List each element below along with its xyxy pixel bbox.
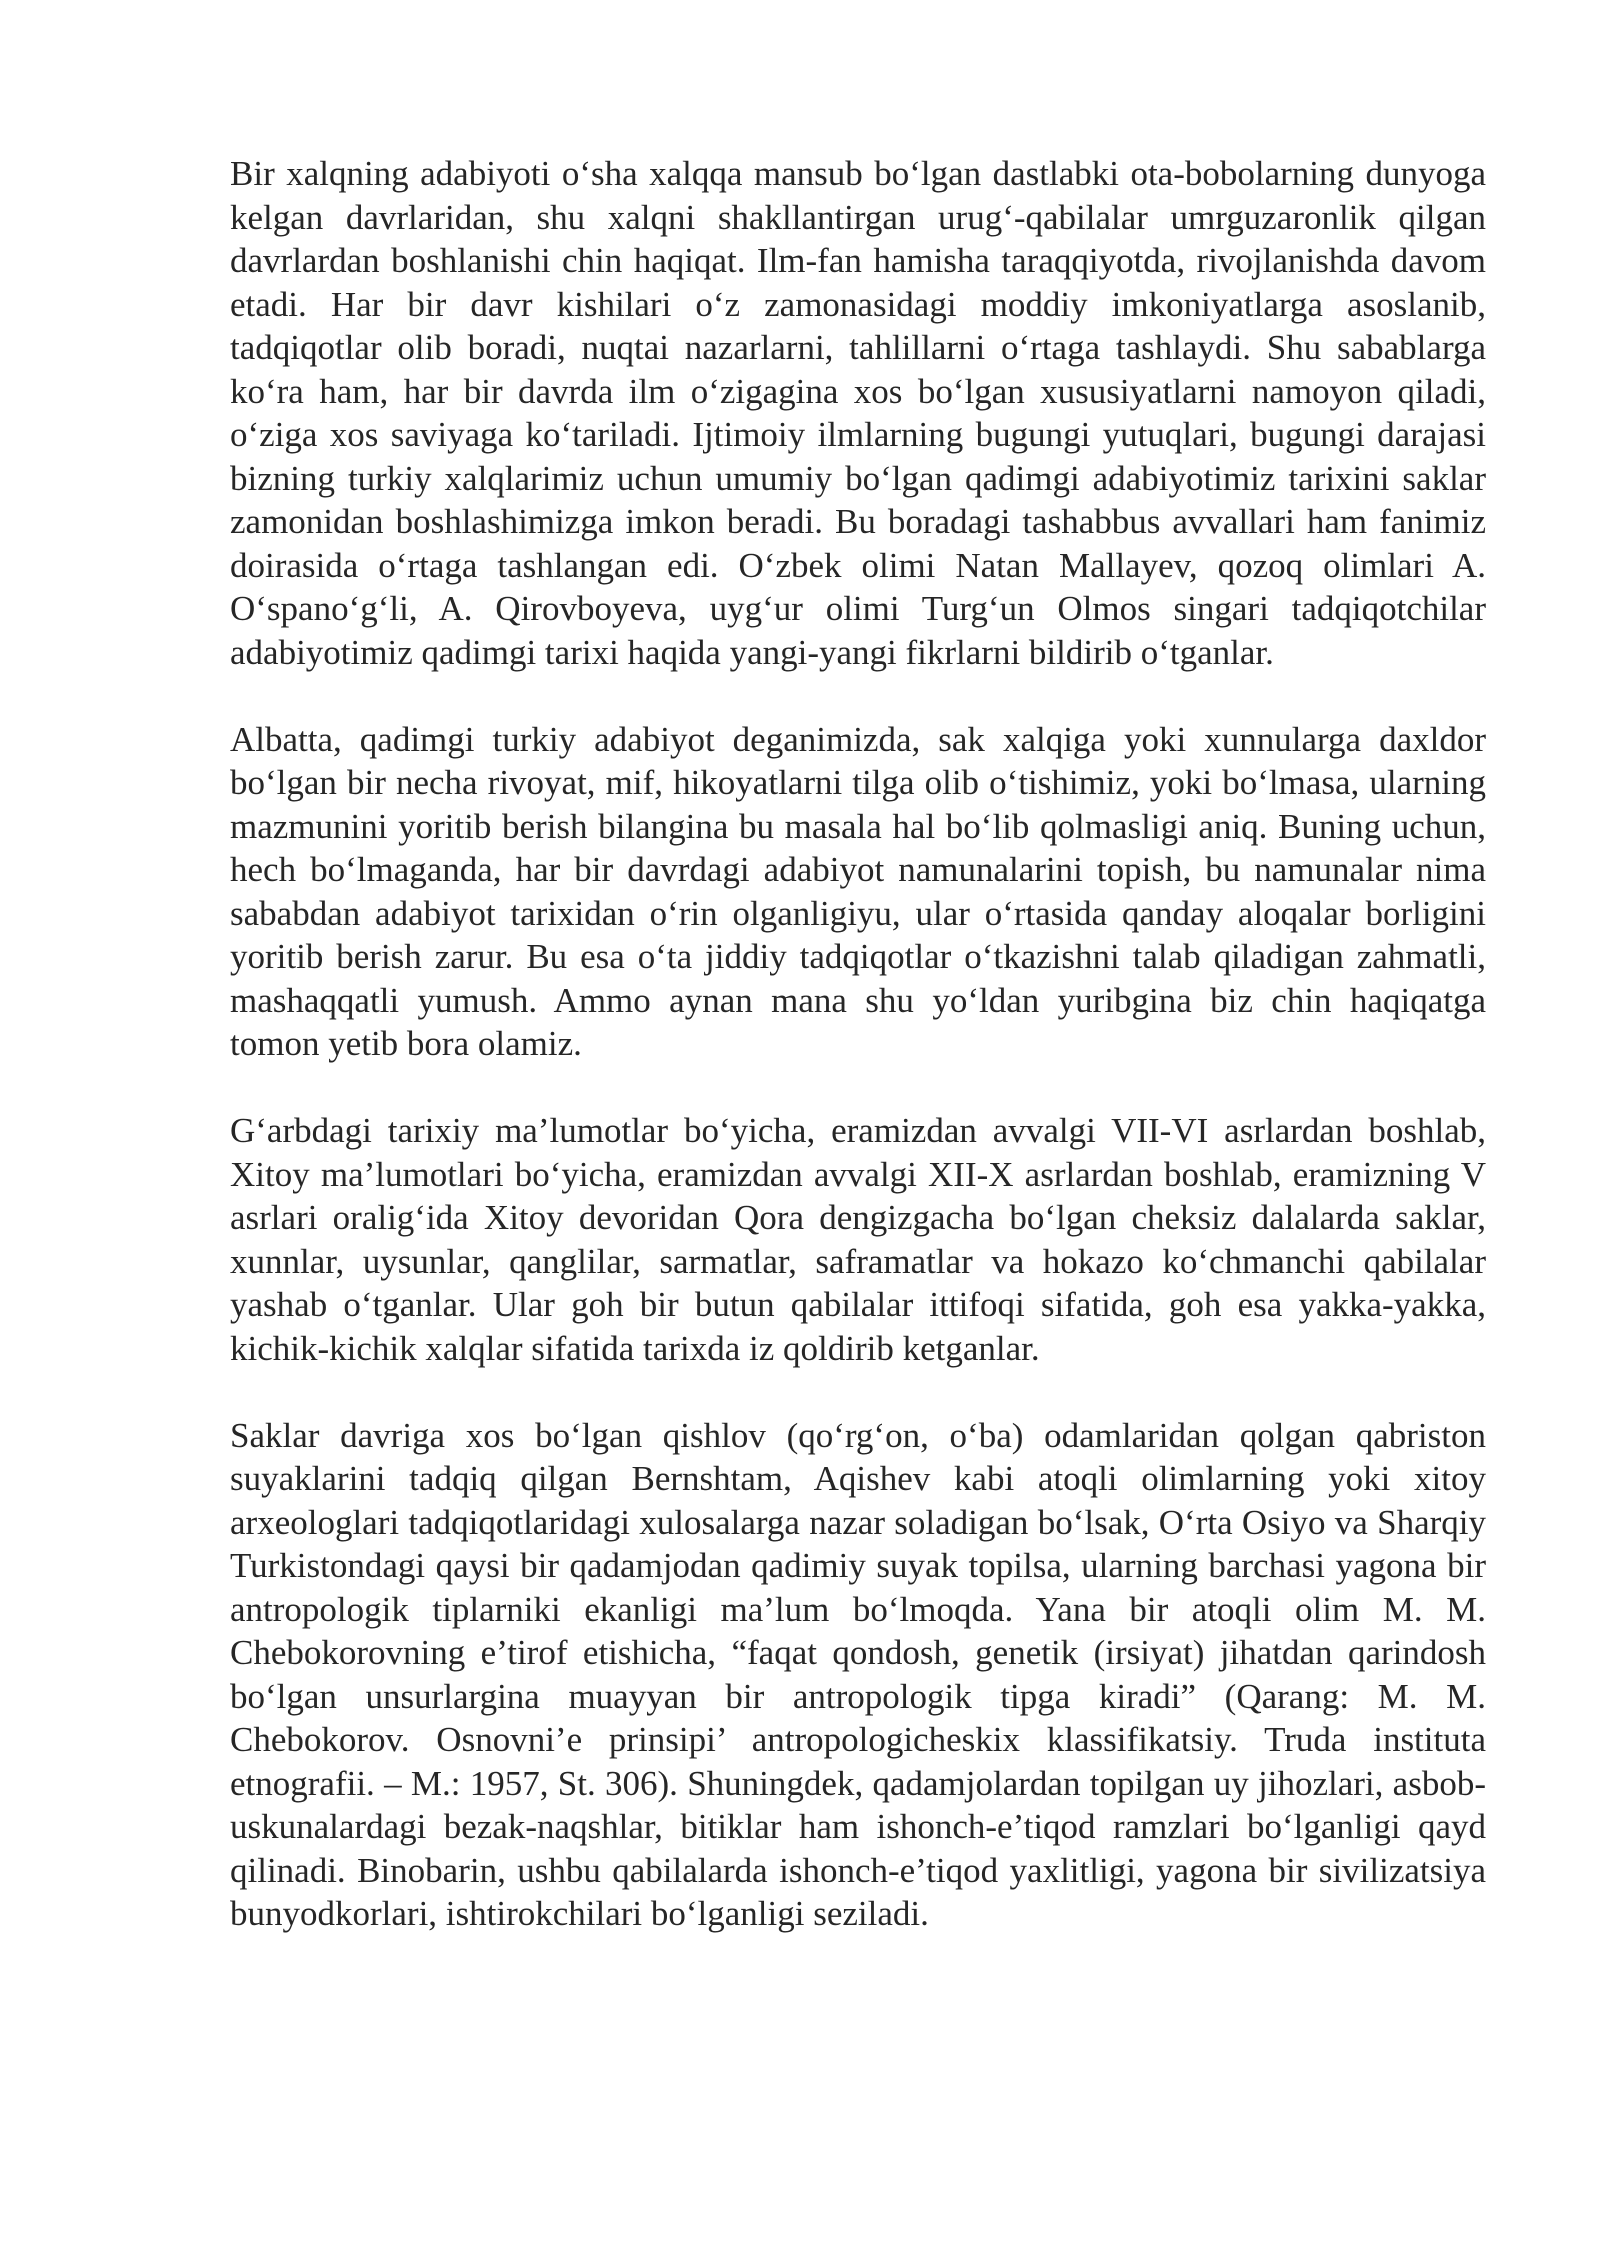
document-body (230, 152, 1486, 1936)
paragraph-2: Albatta, qadimgi turkiy adabiyot deganimizda, sak xalqiga yoki xunnularga daxldor bo‘lgan bir necha rivoyat, mif, hikoyatlarni tilga olib o‘tishimiz, yoki bo‘lmasa, ularning mazmunini yoritib berish bilangina bu masala hal bo‘lib qolmasligi aniq. Buning uchun, hech bo‘lmaganda, har bir davrdagi adabiyot namunalarini topish, bu namunalar nima sababdan adabiyot tarixidan o‘rin olganligiyu, ular o‘rtasida qanday aloqalar borligini yoritib berish zarur. Bu esa o‘ta jiddiy tadqiqotlar o‘tkazishni talab qiladigan zahmatli, mashaqqatli yumush. Ammo aynan mana shu yo‘ldan yuribgina biz chin haqiqatga tomon yetib bora olamiz. (230, 719, 1486, 1063)
paragraph-3: G‘arbdagi tarixiy ma’lumotlar bo‘yicha, eramizdan avvalgi VII-VI asrlardan boshlab, Xitoy ma’lumotlari bo‘yicha, eramizdan avvalgi XII-X asrlardan boshlab, eramizning V asrlari oralig‘ida Xitoy devoridan Qora dengizgacha bo‘lgan cheksiz dalalarda saklar, xunnlar, uysunlar, qanglilar, sarmatlar, saframatlar va hokazo ko‘chmanchi qabilalar yashab o‘tganlar. Ular goh bir butun qabilalar ittifoqi sifatida, goh esa yakka-yakka, kichik-kichik xalqlar sifatida tarixda iz qoldirib ketganlar. (230, 1111, 1486, 1368)
paragraph-1: Bir xalqning adabiyoti o‘sha xalqqa mansub bo‘lgan dastlabki ota-bobolarning dunyoga kelgan davrlaridan, shu xalqni shakllantirgan urug‘-qabilalar umrguzaronlik qilgan davrlardan boshlanishi chin haqiqat. Ilm-fan hamisha taraqqiyotda, rivojlanishda davom etadi. Har bir davr kishilari o‘z zamonasidagi moddiy imkoniyatlarga asoslanib, tadqiqotlar olib boradi, nuqtai nazarlarni, tahlillarni o‘rtaga tashlaydi. Shu sabablarga ko‘ra ham, har bir davrda ilm o‘zigagina xos bo‘lgan xususiyatlarni namoyon qiladi, o‘ziga xos saviyaga ko‘tariladi. Ijtimoiy ilmlarning bugungi yutuqlari, bugungi darajasi bizning turkiy xalqlarimiz uchun umumiy bo‘lgan qadimgi adabiyotimiz tarixini saklar zamonidan boshlashimizga imkon beradi. Bu boradagi tashabbus avvallari ham fanimiz doirasida o‘rtaga tashlangan edi. O‘zbek olimi Natan Mallayev, qozoq olimlari A. O‘spano‘g‘li, A. Qirovboyeva, uyg‘ur olimi Turg‘un Olmos singari tadqiqotchilar adabiyotimiz qadimgi tarixi haqida yangi-yangi fikrlarni bildirib o‘tganlar. (230, 154, 1486, 672)
paragraph-4: Saklar davriga xos bo‘lgan qishlov (qo‘rg‘on, o‘ba) odamlaridan qolgan qabriston suyaklarini tadqiq qilgan Bernshtam, Aqishev kabi atoqli olimlarning yoki xitoy arxeologlari tadqiqotlaridagi xulosalarga nazar soladigan bo‘lsak, O‘rta Osiyo va Sharqiy Turkistondagi qaysi bir qadamjodan qadimiy suyak topilsa, ularning barchasi yagona bir antropologik tiplarniki ekanligi ma’lum bo‘lmoqda. Yana bir atoqli olim M. M. Chebokorovning e’tirof etishicha, “faqat qondosh, genetik (irsiyat) jihatdan qarindosh bo‘lgan unsurlargina muayyan bir antropologik tipga kiradi” (Qarang: M. M. Chebokorov. Osnovni’e prinsipi’ antropologicheskix klassifikatsiy. Truda instituta etnografii. – M.: 1957, St. 306). Shuningdek, qadamjolardan topilgan uy jihozlari, asbob-uskunalardagi bezak-naqshlar, bitiklar ham ishonch-e’tiqod ramzlari bo‘lganligi qayd qilinadi. Binobarin, ushbu qabilalarda ishonch-e’tiqod yaxlitligi, yagona bir sivilizatsiya bunyodkorlari, ishtirokchilari bo‘lganligi seziladi. (230, 1415, 1486, 1933)
